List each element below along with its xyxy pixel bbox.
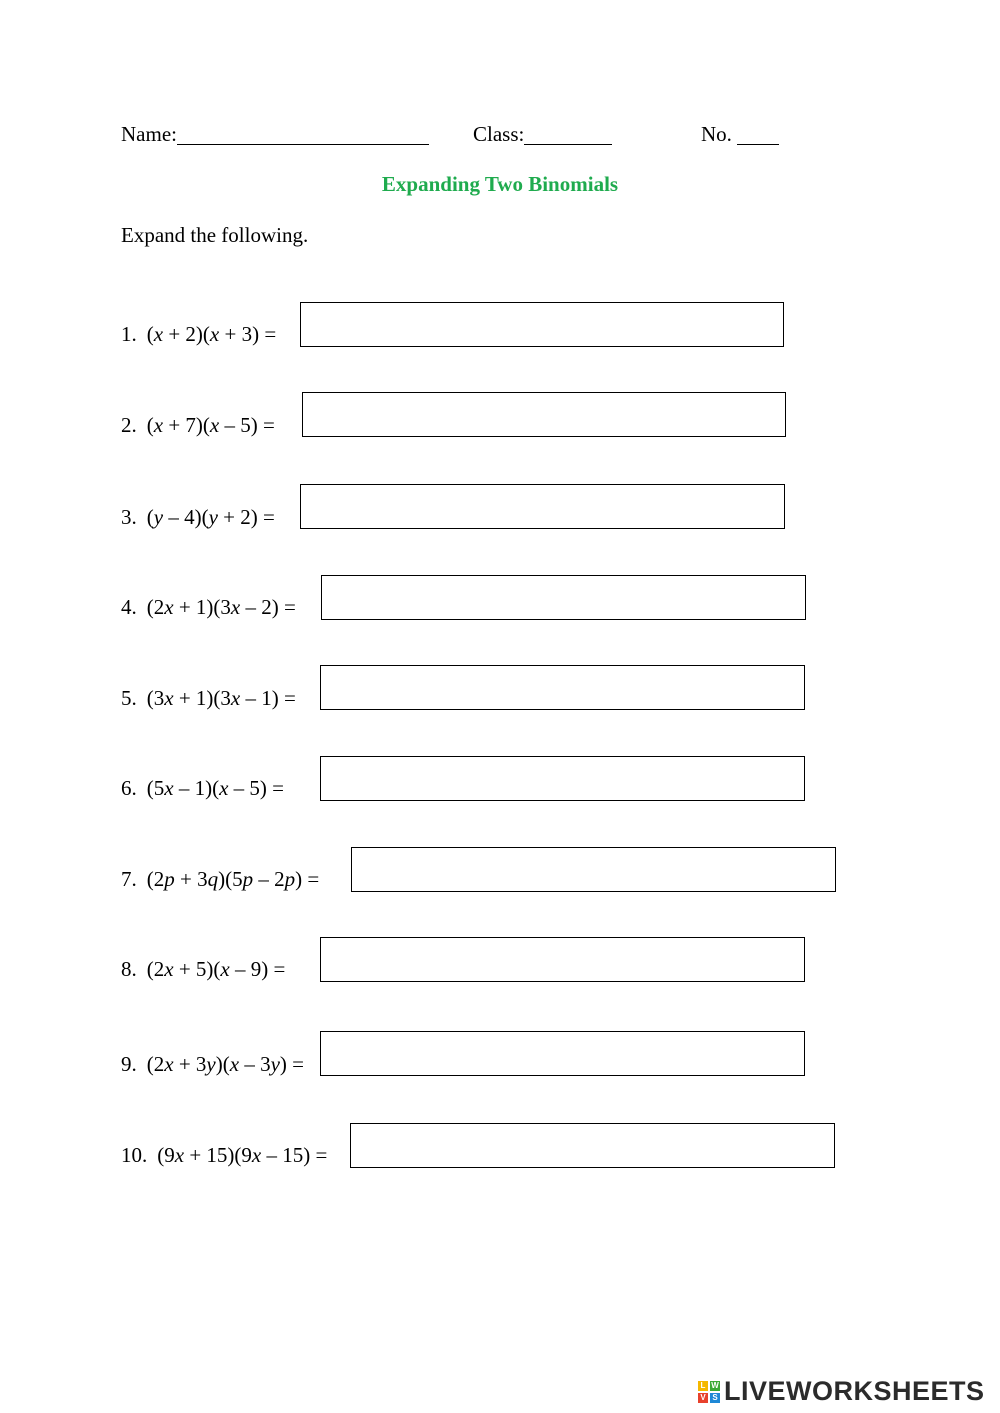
- liveworksheets-logo: [698, 1376, 985, 1407]
- answer-box-7[interactable]: [351, 847, 836, 892]
- question-expression: (5x – 1)(x – 5) =: [146, 776, 284, 800]
- question-number: 9.: [121, 1052, 137, 1076]
- question-8: [121, 957, 285, 982]
- question-expression: (x + 7)(x – 5) =: [146, 413, 275, 437]
- question-expression: (y – 4)(y + 2) =: [146, 505, 275, 529]
- question-expression: (9x + 15)(9x – 15) =: [157, 1143, 328, 1167]
- question-1: [121, 322, 276, 347]
- question-7: [121, 867, 319, 892]
- logo-mark-tile: L: [698, 1381, 708, 1391]
- answer-box-2[interactable]: [302, 392, 786, 437]
- logo-mark-tile: S: [710, 1393, 720, 1403]
- question-number: 7.: [121, 867, 137, 891]
- class-blank[interactable]: [524, 123, 612, 145]
- question-6: [121, 776, 284, 801]
- answer-box-4[interactable]: [321, 575, 806, 620]
- name-label: Name:: [121, 122, 177, 146]
- question-expression: (x + 2)(x + 3) =: [146, 322, 277, 346]
- question-number: 10.: [121, 1143, 148, 1167]
- name-field: [121, 122, 429, 147]
- question-10: [121, 1143, 327, 1168]
- question-expression: (2p + 3q)(5p – 2p) =: [146, 867, 320, 891]
- answer-box-1[interactable]: [300, 302, 784, 347]
- question-9: [121, 1052, 304, 1077]
- logo-mark-tile: V: [698, 1393, 708, 1403]
- name-blank[interactable]: [177, 123, 429, 145]
- question-4: [121, 595, 296, 620]
- question-number: 5.: [121, 686, 137, 710]
- question-number: 2.: [121, 413, 137, 437]
- question-number: 3.: [121, 505, 137, 529]
- number-label: No.: [701, 122, 732, 146]
- question-expression: (3x + 1)(3x – 1) =: [146, 686, 296, 710]
- question-number: 6.: [121, 776, 137, 800]
- question-5: [121, 686, 296, 711]
- question-number: 1.: [121, 322, 137, 346]
- logo-text: LIVEWORKSHEETS: [724, 1376, 985, 1406]
- class-field: [473, 122, 612, 147]
- question-expression: (2x + 3y)(x – 3y) =: [146, 1052, 304, 1076]
- question-number: 8.: [121, 957, 137, 981]
- answer-box-8[interactable]: [320, 937, 805, 982]
- question-2: [121, 413, 275, 438]
- answer-box-9[interactable]: [320, 1031, 805, 1076]
- logo-mark-icon: [698, 1381, 720, 1403]
- answer-box-10[interactable]: [350, 1123, 835, 1168]
- logo-mark-tile: W: [711, 1380, 719, 1390]
- instruction-text: Expand the following.: [121, 223, 309, 247]
- question-expression: (2x + 1)(3x – 2) =: [146, 595, 296, 619]
- worksheet-title: Expanding Two Binomials: [381, 172, 619, 196]
- answer-box-3[interactable]: [300, 484, 785, 529]
- question-number: 4.: [121, 595, 137, 619]
- answer-box-5[interactable]: [320, 665, 805, 710]
- question-expression: (2x + 5)(x – 9) =: [146, 957, 286, 981]
- class-label: Class:: [473, 122, 525, 146]
- answer-box-6[interactable]: [320, 756, 805, 801]
- question-3: [121, 505, 275, 530]
- number-blank[interactable]: [737, 123, 779, 145]
- number-field: [701, 122, 779, 147]
